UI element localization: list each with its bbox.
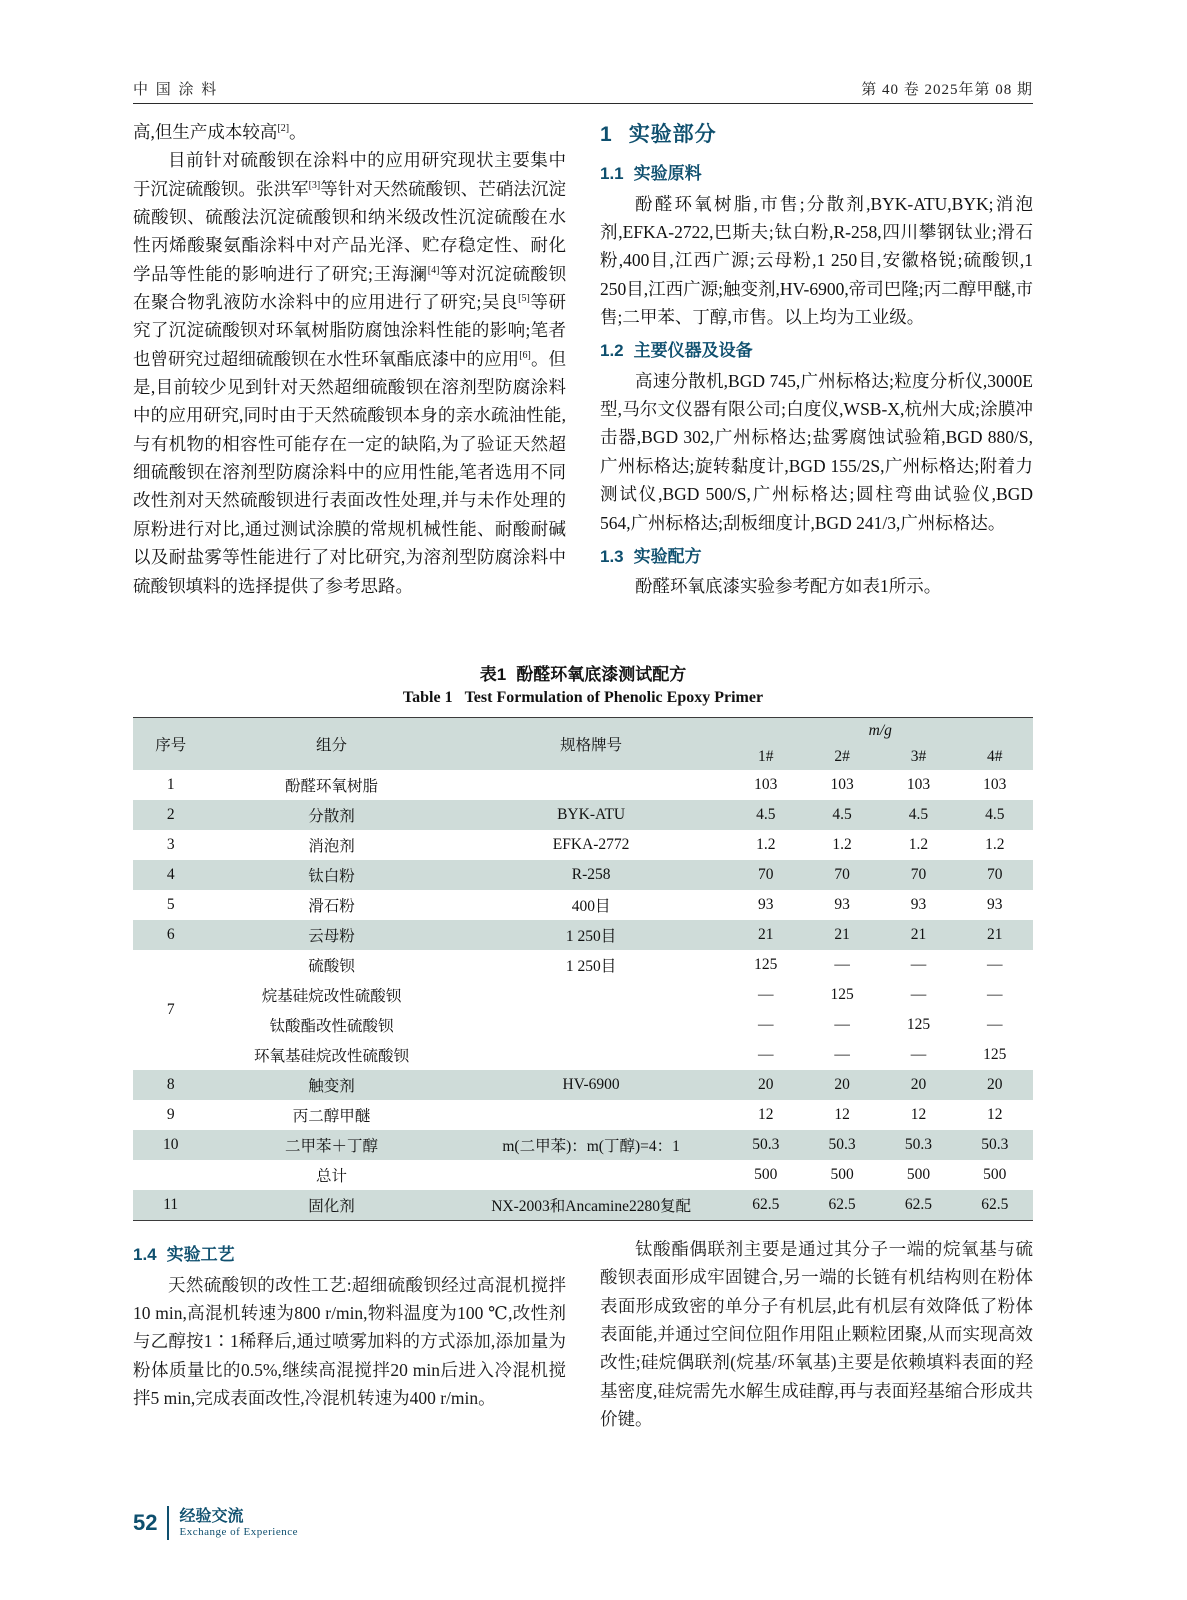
- table-row: [133, 950, 1033, 980]
- cell-value-4: 1.2: [985, 836, 1005, 853]
- cell-seq: 4: [166, 866, 175, 883]
- footer-label-en: Exchange of Experience: [179, 1525, 298, 1538]
- cell-seq: 1: [166, 776, 175, 793]
- header-component: 组分: [208, 718, 454, 771]
- cell-spec: 1 250目: [565, 958, 617, 975]
- cell-component: 环氧基硅烷改性硫酸钡: [254, 1048, 410, 1065]
- footer-section-label: [179, 1508, 298, 1538]
- table-title-cn: 酚醛环氧底漆测试配方: [516, 665, 687, 684]
- cell-value-1: 125: [754, 956, 778, 973]
- cell-seq: 2: [166, 806, 175, 823]
- cell-spec: [455, 1100, 728, 1130]
- ref-6: [6]: [519, 349, 531, 361]
- header-col-1: 1#: [728, 744, 804, 770]
- cell-seq: 11: [163, 1196, 179, 1213]
- cell-value-3: —: [910, 1046, 927, 1063]
- review-seg-5: 。但是,目前较少见到针对天然超细硫酸钡在溶剂型防腐涂料中的应用研究,同时由于天然硫酸钡本身的亲水疏油性能,与有机物的相容性可能存在一定的缺陷,为了验证天然超细硫酸钡在溶剂型防腐涂料中的应用性能,笔者选用不同改性剂对天然硫酸钡进行表面改性处理,并与未作处理的原粉进行对比,通过测试涂膜的常规机械性能、耐酸耐碱以及耐盐雾等性能进行了对比研究,为溶剂型防腐涂料中硫酸钡填料的选择提供了参考思路。: [133, 348, 567, 596]
- cell-value-4: 4.5: [985, 806, 1005, 823]
- cell-value-3: 70: [910, 866, 927, 883]
- cell-value-1: 1.2: [756, 836, 776, 853]
- subsection-number: 1.4: [133, 1245, 157, 1264]
- subsection-title: 实验工艺: [166, 1245, 235, 1264]
- cell-value-1: 62.5: [752, 1196, 780, 1213]
- cell-value-3: 1.2: [908, 836, 929, 853]
- ref-4: [4]: [427, 264, 440, 276]
- cell-value-4: —: [987, 1016, 1003, 1033]
- coupling-agent-paragraph: 钛酸酯偶联剂主要是通过其分子一端的烷氧基与硫酸钡表面形成牢固键合,另一端的长链有机结构则在粉体表面形成致密的单分子有机层,此有机层有效降低了粉体表面能,并通过空间位阻作用阻止颗粒团聚,从而实现高效改性;硅烷偶联剂(烷基/环氧基)主要是依赖填料表面的羟基密度,硅烷需先水解生成硅醇,再与表面羟基缩合形成共价键。: [600, 1239, 1033, 1430]
- cell-value-2: 50.3: [828, 1136, 856, 1153]
- cell-spec: EFKA-2772: [552, 836, 630, 853]
- table-row: [133, 980, 1033, 1010]
- cell-spec: NX-2003和Ancamine2280复配: [491, 1198, 691, 1215]
- cell-value-2: 103: [830, 776, 854, 793]
- cell-spec: BYK-ATU: [557, 806, 626, 823]
- table-caption-cn: [133, 660, 1033, 685]
- table-label-cn: 表1: [479, 665, 507, 684]
- issue-info: 第 40 卷 2025年第 08 期: [861, 82, 1033, 98]
- subsection-number: 1.3: [600, 546, 624, 566]
- cell-value-2: 20: [834, 1076, 850, 1093]
- table-row: [133, 1040, 1033, 1070]
- cell-value-2: 62.5: [828, 1196, 856, 1213]
- header-col-2: 2#: [804, 744, 880, 770]
- para-continued-tail: 。: [289, 122, 307, 142]
- cell-value-2: 12: [834, 1106, 850, 1123]
- header-seq: 序号: [133, 718, 208, 771]
- lower-left-column: [133, 1235, 566, 1412]
- cell-value-1: 50.3: [752, 1136, 780, 1153]
- header-rule: [133, 103, 1033, 104]
- page-header: [133, 78, 1033, 99]
- cell-value-1: 12: [758, 1106, 774, 1123]
- ref-2: [2]: [277, 123, 290, 135]
- cell-value-1: —: [758, 986, 774, 1003]
- subsection-1-2-body: 高速分散机,BGD 745,广州标格达;粒度分析仪,3000E型,马尔文仪器有限公司;白度仪,WSB-X,杭州大成;涂膜冲击器,BGD 302,广州标格达;盐雾腐蚀试验箱,BGD 880/S,广州标格达;旋转黏度计,BGD 155/2S,广州标格达;附着力测试仪,BGD 500/S,广州标格达;圆柱弯曲试验仪,BGD 564,广州标格达;刮板细度计,BGD 241/3,广州标格达。: [600, 370, 1033, 533]
- cell-spec: [455, 1010, 728, 1040]
- review-seg-1: 目前针对硫酸钡在涂料中的应用研究现状主要集中于沉淀硫酸钡。张洪军: [133, 150, 566, 199]
- cell-spec: R-258: [571, 866, 611, 883]
- subsection-heading-1-1: [600, 160, 1033, 188]
- cell-value-3: —: [910, 956, 927, 973]
- cell-component: 硫酸钡: [308, 958, 355, 975]
- table-1-block: [133, 660, 1033, 1221]
- cell-spec: 1 250目: [565, 928, 617, 945]
- cell-value-1: 93: [758, 896, 774, 913]
- cell-component: 分散剂: [308, 808, 355, 825]
- cell-component: 钛白粉: [308, 868, 355, 885]
- cell-value-3: 62.5: [904, 1196, 932, 1213]
- table-row: [133, 1010, 1033, 1040]
- header-col-4: 4#: [957, 744, 1033, 770]
- cell-seq: 9: [166, 1106, 175, 1123]
- table-row: [133, 830, 1033, 860]
- cell-value-4: 12: [987, 1106, 1003, 1123]
- cell-value-3: 12: [910, 1106, 927, 1123]
- table-row: [133, 920, 1033, 950]
- table-body: [133, 770, 1033, 1221]
- cell-spec: HV-6900: [562, 1076, 620, 1093]
- table-row: [133, 800, 1033, 830]
- subsection-number: 1.1: [600, 164, 624, 184]
- table-row: [133, 1190, 1033, 1221]
- review-seg-4: 等研究了沉淀硫酸钡对环氧树脂防腐蚀涂料性能的影响;笔者也曾研究过超细硫酸钡在水性环氧酯底漆中的应用: [133, 292, 566, 369]
- subsection-heading-1-4: [133, 1241, 566, 1269]
- table-row: [133, 1100, 1033, 1130]
- subsection-1-1-body: 酚醛环氧树脂,市售;分散剂,BYK-ATU,BYK;消泡剂,EFKA-2722,巴斯夫;钛白粉,R-258,四川攀钢钛业;滑石粉,400目,江西广源;云母粉,1 250目,安徽格锐;硫酸钡,1 250目,江西广源;触变剂,HV-6900,帝司巴隆;丙二醇甲醚,市售;二甲苯、丁醇,市售。以上均为工业级。: [600, 193, 1033, 327]
- footer-label-cn: 经验交流: [179, 1508, 244, 1526]
- cell-component: 总计: [316, 1168, 348, 1185]
- review-seg-2: 等针对天然硫酸钡、芒硝法沉淀硫酸钡、硫酸法沉淀硫酸钡和纳米级改性沉淀硫酸在水性丙烯酸聚氨酯涂料中对产品光泽、贮存稳定性、耐化学品等性能的影响进行了研究;王海澜: [133, 178, 567, 284]
- subsection-title: 实验配方: [633, 546, 702, 566]
- cell-value-4: 93: [987, 896, 1003, 913]
- table-row: [133, 1070, 1033, 1100]
- header-mass-label: m/g: [868, 722, 892, 739]
- lower-right-column: [600, 1235, 1033, 1433]
- table-title-en: Test Formulation of Phenolic Epoxy Primer: [464, 689, 764, 706]
- cell-seq: 8: [166, 1076, 175, 1093]
- cell-value-4: 50.3: [981, 1136, 1009, 1153]
- subsection-title: 主要仪器及设备: [633, 341, 753, 361]
- cell-value-1: 70: [758, 866, 774, 883]
- cell-spec: [455, 1040, 728, 1070]
- cell-value-4: 21: [987, 926, 1003, 943]
- table-header-row-1: [133, 718, 1033, 745]
- page-number: 52: [133, 1510, 158, 1535]
- review-seg-3: 等对沉淀硫酸钡在聚合物乳液防水涂料中的应用进行了研究;吴良: [133, 263, 566, 313]
- section-heading-1: [600, 118, 1033, 152]
- table-row: [133, 860, 1033, 890]
- cell-value-3: 103: [906, 776, 931, 793]
- cell-value-3: 50.3: [904, 1136, 932, 1153]
- cell-value-2: 1.2: [832, 836, 852, 853]
- cell-value-2: 70: [834, 866, 850, 883]
- page-footer: [133, 1506, 298, 1540]
- table-row: [133, 890, 1033, 920]
- cell-value-3: 125: [906, 1016, 931, 1033]
- cell-value-2: 4.5: [832, 806, 852, 823]
- cell-spec: [455, 770, 728, 800]
- right-column: [600, 118, 1033, 601]
- cell-value-1: 103: [754, 776, 778, 793]
- cell-value-2: —: [834, 956, 850, 973]
- cell-value-3: 20: [910, 1076, 927, 1093]
- ref-3: [3]: [308, 179, 321, 191]
- cell-value-2: —: [834, 1046, 850, 1063]
- cell-component: 钛酸酯改性硫酸钡: [269, 1018, 394, 1035]
- cell-value-3: 93: [910, 896, 927, 913]
- cell-value-4: —: [987, 956, 1003, 973]
- cell-value-3: 4.5: [908, 806, 929, 823]
- cell-value-1: 4.5: [756, 806, 776, 823]
- cell-seq: 5: [166, 896, 175, 913]
- cell-component: 触变剂: [308, 1078, 355, 1095]
- paragraph-continued: [133, 118, 566, 146]
- cell-component: 酚醛环氧树脂: [285, 778, 379, 795]
- table-head: [133, 718, 1033, 771]
- footer-divider: [167, 1506, 169, 1540]
- section-title: 实验部分: [628, 123, 717, 146]
- cell-component: 云母粉: [308, 928, 355, 945]
- ref-5: [5]: [518, 293, 530, 305]
- cell-seq: 7: [166, 1001, 175, 1018]
- cell-value-2: —: [834, 1016, 850, 1033]
- cell-seq: 3: [166, 836, 175, 853]
- cell-value-1: 20: [758, 1076, 774, 1093]
- cell-value-4: 62.5: [981, 1196, 1009, 1213]
- table-caption-en: [133, 689, 1033, 707]
- cell-value-1: —: [758, 1046, 774, 1063]
- subsection-1-3-body: 酚醛环氧底漆实验参考配方如表1所示。: [635, 576, 942, 597]
- cell-value-2: 500: [830, 1166, 854, 1183]
- cell-value-3: 500: [906, 1166, 931, 1183]
- cell-component: 固化剂: [308, 1198, 355, 1215]
- subsection-heading-1-2: [600, 337, 1033, 365]
- subsection-title: 实验原料: [633, 164, 702, 184]
- cell-spec: [455, 1160, 728, 1190]
- table-row: [133, 770, 1033, 800]
- table-row: [133, 1160, 1033, 1190]
- subsection-heading-1-3: [600, 543, 1033, 571]
- table-label-en: Table 1: [402, 689, 453, 706]
- formulation-table: [133, 717, 1033, 1221]
- cell-value-4: 70: [987, 866, 1003, 883]
- header-col-3: 3#: [880, 744, 956, 770]
- cell-spec: 400目: [571, 898, 611, 915]
- cell-value-3: —: [910, 986, 927, 1003]
- header-spec: 规格牌号: [455, 718, 728, 771]
- cell-component: 消泡剂: [308, 838, 355, 855]
- paragraph-review: [133, 146, 566, 600]
- cell-spec: [455, 980, 728, 1010]
- cell-seq: [133, 1160, 208, 1190]
- cell-value-4: 20: [987, 1076, 1003, 1093]
- cell-value-4: —: [987, 986, 1003, 1003]
- left-column: [133, 118, 566, 600]
- cell-component: 丙二醇甲醚: [292, 1108, 371, 1125]
- cell-value-4: 125: [983, 1046, 1007, 1063]
- cell-value-4: 500: [983, 1166, 1007, 1183]
- para-continued-head: 高,但生产成本较高: [133, 122, 278, 142]
- subsection-1-4-body: 天然硫酸钡的改性工艺:超细硫酸钡经过高混机搅拌10 min,高混机转速为800 r/min,物料温度为100 ℃,改性剂与乙醇按1∶1稀释后,通过喷雾加料的方式添加,添加量为粉体质量比的0.5%,继续高混搅拌20 min后进入冷混机搅拌5 min,完成表面改性,冷混机转速为400 r/min。: [133, 1274, 566, 1408]
- subsection-number: 1.2: [600, 341, 624, 361]
- journal-name: 中 国 涂 料: [133, 82, 219, 98]
- cell-value-3: 21: [910, 926, 927, 943]
- cell-component: 烷基硅烷改性硫酸钡: [261, 988, 402, 1005]
- cell-component: 二甲苯＋丁醇: [285, 1138, 379, 1155]
- cell-value-2: 93: [834, 896, 850, 913]
- cell-value-1: —: [758, 1016, 774, 1033]
- cell-value-1: 500: [754, 1166, 778, 1183]
- cell-seq: 6: [166, 926, 175, 943]
- header-mass-group: [728, 718, 1033, 745]
- section-number: 1: [600, 123, 613, 146]
- table-row: [133, 1130, 1033, 1160]
- cell-component: 滑石粉: [308, 898, 355, 915]
- cell-seq: 10: [162, 1136, 179, 1153]
- cell-spec: m(二甲苯)：m(丁醇)=4：1: [502, 1138, 680, 1155]
- cell-value-2: 125: [830, 986, 854, 1003]
- cell-value-1: 21: [758, 926, 774, 943]
- cell-value-4: 103: [983, 776, 1007, 793]
- cell-value-2: 21: [834, 926, 850, 943]
